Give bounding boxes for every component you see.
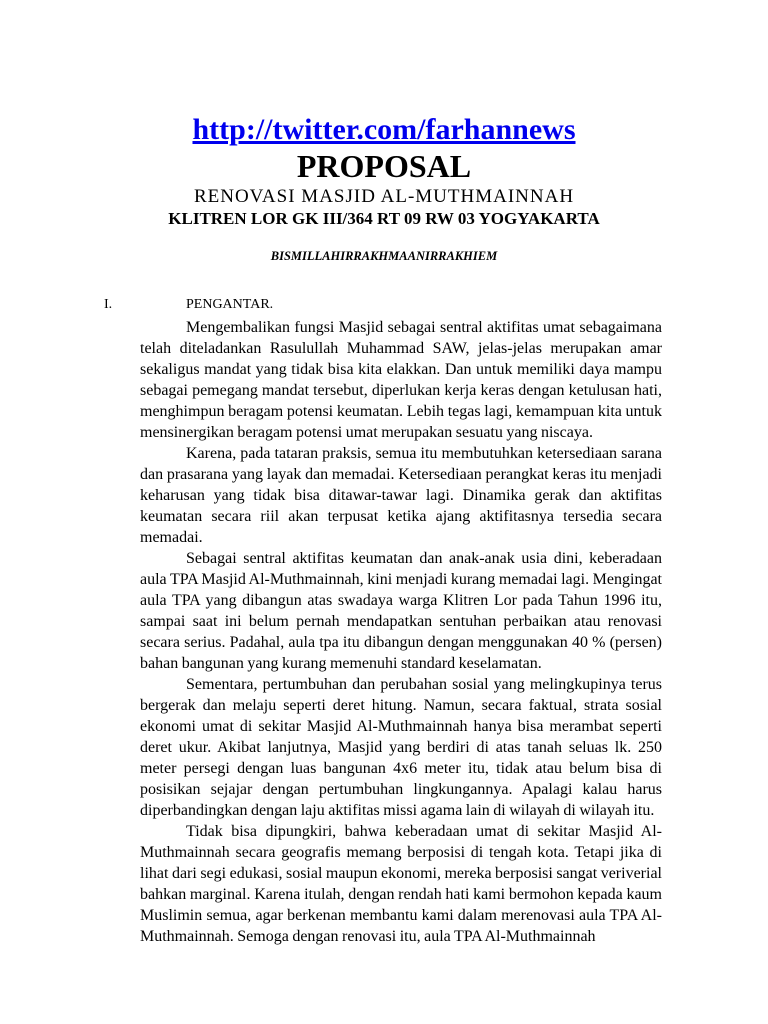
document-title: PROPOSAL	[296, 148, 472, 184]
basmala-heading: BISMILLAHIRRAKHMAANIRRAKHIEM	[270, 249, 498, 263]
twitter-link[interactable]: http://twitter.com/farhannews	[192, 113, 576, 146]
paragraph: Mengembalikan fungsi Masjid sebagai sentral aktifitas umat sebagaimana telah diteladankan Rasulullah Muhammad SAW, jelas-jelas merupakan amar sekaligus mandat yang tidak bisa kita elakkan. Dan untuk memiliki daya mampu sebagai pemegang mandat tersebut, diperlukan kerja keras dengan ketulusan hati, menghimpun beragam potensi keumatan. Lebih tegas lagi, kemampuan kita untuk mensinergikan beragam potensi umat merupakan sesuatu yang niscaya.	[140, 319, 662, 441]
paragraph: Sementara, pertumbuhan dan perubahan sosial yang melingkupinya terus bergerak dan melaju seperti deret hitung. Namun, secara faktual, strata sosial ekonomi umat di sekitar Masjid Al-Muthmainnah hanya bisa merambat seperti deret ukur. Akibat lanjutnya, Masjid yang berdiri di atas tanah seluas lk. 250 meter persegi dengan luas bangunan 4x6 meter itu, tidak atau belum bisa di posisikan sejajar dengan pertumbuhan lingkungannya. Apalagi kalau harus diperbandingkan dengan laju aktifitas missi agama lain di wilayah di wilayah itu.	[140, 676, 662, 819]
section-title: PENGANTAR.	[186, 297, 274, 312]
paragraph: Sebagai sentral aktifitas keumatan dan anak-anak usia dini, keberadaan aula TPA Masjid Al-Muthmainnah, kini menjadi kurang memadai lagi. Mengingat aula TPA yang dibangun atas swadaya warga Klitren Lor pada Tahun 1996 itu, sampai saat ini belum pernah mendapatkan sentuhan perbaikan atau renovasi secara serius. Padahal, aula tpa itu dibangun dengan menggunakan 40 % (persen) bahan bangunan yang kurang memenuhi standard keselamatan.	[140, 550, 662, 672]
section-number: I.	[104, 297, 113, 312]
paragraph: Tidak bisa dipungkiri, bahwa keberadaan umat di sekitar Masjid Al-Muthmainnah secara geografis memang berposisi di tengah kota. Tetapi jika di lihat dari segi edukasi, sosial maupun ekonomi, mereka berposisi sangat veriverial bahkan marginal. Karena itulah, dengan rendah hati kami bermohon kepada kaum Muslimin semua, agar berkenan membantu kami dalam merenovasi aula TPA Al-Muthmainnah. Semoga dengan renovasi itu, aula TPA Al-Muthmainnah	[140, 823, 662, 945]
document-subtitle: RENOVASI MASJID AL-MUTHMAINNAH	[193, 186, 575, 207]
paragraph: Karena, pada tataran praksis, semua itu membutuhkan ketersediaan sarana dan prasarana yang layak dan memadai. Ketersediaan perangkat keras itu menjadi keharusan yang tidak bisa ditawar-tawar lagi. Dinamika gerak dan aktifitas keumatan secara riil akan terpusat ketika ajang aktifitasnya tersedia secara memadai.	[140, 445, 662, 546]
document-body	[140, 317, 662, 947]
mosque-address: KLITREN LOR GK III/364 RT 09 RW 03 YOGYAKARTA	[168, 209, 600, 228]
